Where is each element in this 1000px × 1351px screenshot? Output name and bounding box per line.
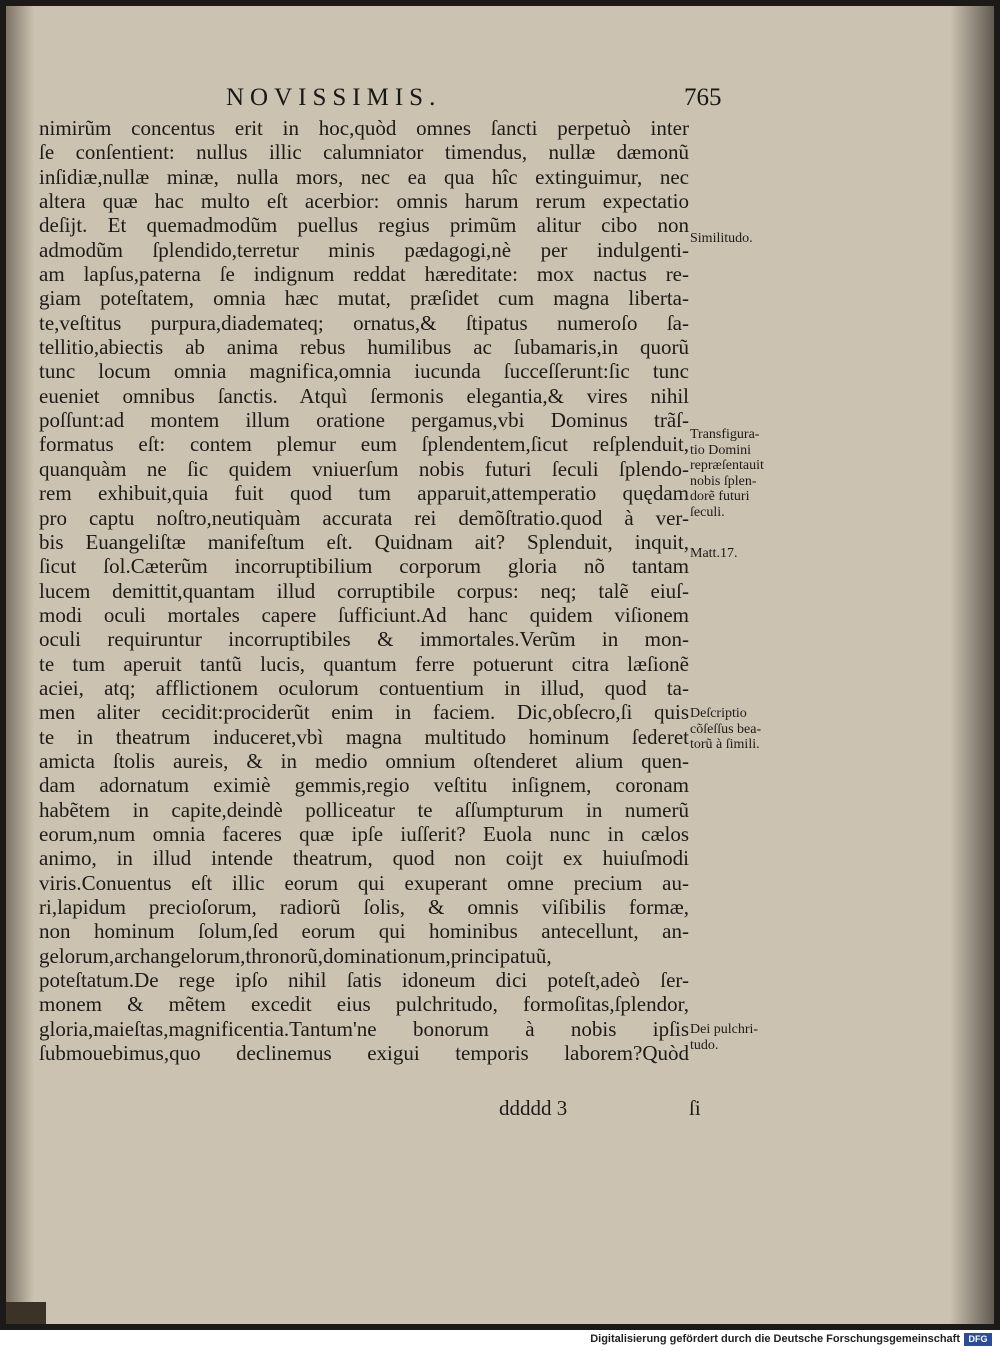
book-page: [6, 6, 994, 1324]
text-line: te tum aperuit tantũ lucis, quantum ferre potuerunt citra læſionẽ: [39, 651, 689, 676]
text-line: gelorum,archangelorum,thronorũ,dominationum,principatuũ,: [39, 943, 552, 968]
catchword: ſi: [689, 1096, 701, 1120]
funding-credit: Digitalisierung gefördert durch die Deutsche Forschungsgemeinschaft: [590, 1333, 960, 1345]
text-line: tunc locum omnia magnifica,omnia iucunda ſucceſſerunt:ſic tunc: [39, 359, 689, 384]
viewer-footer: [0, 1330, 1000, 1351]
text-line: bis Euangeliſtæ manifeſtum eſt. Quidnam ait? Splenduit, inquit,: [39, 529, 689, 554]
text-line: formatus eſt: contem plemur eum ſplendentem,ſicut reſplenduit,: [39, 432, 689, 457]
signature-mark: ddddd 3: [499, 1096, 568, 1120]
marginal-note-transfiguratio: [690, 427, 764, 520]
text-line: poſſunt:ad montem illum oratione pergamus,vbi Dominus trãſ-: [39, 408, 689, 433]
text-line: dam adornatum eximiè gemmis,regio veſtitu inſignem, coronam: [39, 773, 689, 798]
text-line: giam poteſtatem, omnia hæc mutat, præſidet cum magna liberta-: [39, 286, 689, 311]
marginal-note-line: Dei pulchri-: [690, 1022, 759, 1037]
marginal-note-similitudo: [690, 231, 753, 247]
binding-edge: [6, 1302, 46, 1324]
text-line: aciei, atq; afflictionem oculorum contuentium in illud, quod ta-: [39, 675, 689, 700]
marginal-note-line: tudo.: [690, 1037, 719, 1053]
text-line: deſijt. Et quemadmodũm puellus regius primũm alitur cibo non: [39, 213, 689, 238]
page-shadow-left: [6, 6, 34, 1324]
text-line: altera quæ hac multo eſt acerbior: omnis harum rerum expectatio: [39, 189, 689, 214]
text-line: modi oculi mortales capere ſufficiunt.Ad hanc quidem viſionem: [39, 602, 689, 627]
text-line: animo, in illud intende theatrum, quod non coijt ex huiuſmodi: [39, 846, 689, 871]
text-line: pro captu noſtro,neutiquàm accurata rei demõſtratio.quod à ver-: [39, 505, 689, 530]
marginal-note-line: dorẽ futuri: [690, 489, 750, 504]
text-line: am lapſus,paterna ſe indignum reddat hæreditate: mox nactus re-: [39, 262, 689, 287]
text-line: eorum,num omnia faceres quæ ipſe iuſſerit? Euola nunc in cælos: [39, 821, 689, 846]
text-line: oculi requiruntur incorruptibiles & immortales.Verũm in mon-: [39, 627, 689, 652]
marginal-note-line: Transfigura-: [690, 427, 760, 442]
text-line: ſubmouebimus,quo declinemus exigui temporis laborem?Quòd: [39, 1041, 689, 1066]
marginal-note-line: Deſcriptio: [690, 706, 747, 721]
text-line: monem & mẽtem excedit eius pulchritudo, formoſitas,ſplendor,: [39, 992, 689, 1017]
marginal-note-line: ſeculi.: [690, 504, 725, 520]
text-line: eueniet omnibus ſanctis. Atquì ſermonis elegantia,& vires nihil: [39, 383, 689, 408]
text-line: lucem demittit,quantam illud corruptibile corpus: neq; talẽ eiuſ-: [39, 578, 689, 603]
page-shadow-right: [950, 6, 994, 1324]
text-line: habẽtem in capite,deindè polliceatur te aſſumpturum in numerũ: [39, 797, 689, 822]
text-line: non hominum ſolum,ſed eorum qui hominibus antecellunt, an-: [39, 919, 689, 944]
text-line: te,veſtitus purpura,diademateq; ornatus,& ſtipatus numeroſo ſa-: [39, 310, 689, 335]
text-line: nimirũm concentus erit in hoc,quòd omnes ſancti perpetuò inter: [39, 116, 689, 140]
text-line: amicta ſtolis aureis, & in medio omnium oſtenderet alium quen-: [39, 748, 689, 773]
text-line: viris.Conuentus eſt illic eorum qui exuperant omne precium au-: [39, 870, 689, 895]
text-line: te in theatrum induceret,vbì magna multitudo hominum ſederet: [39, 724, 689, 749]
text-line: quanquàm ne ſic quidem vniuerſum nobis futuri ſeculi ſplendo-: [39, 456, 689, 481]
text-line: ſicut ſol.Cæterũm incorruptibilium corporum gloria nõ tantam: [39, 554, 689, 579]
marginal-note-line: Similitudo.: [690, 231, 753, 246]
text-line: admodũm ſplendido,terretur minis pædagogi,nè per indulgenti-: [39, 237, 689, 262]
marginal-note-descriptio: [690, 706, 761, 753]
dfg-logo: DFG: [964, 1333, 992, 1346]
running-head: NOVISSIMIS.: [226, 84, 442, 111]
marginal-note-line: Matt.17.: [690, 546, 738, 561]
marginal-note-dei: [690, 1022, 758, 1053]
marginal-note-line: tio Domini: [690, 442, 752, 458]
text-line: ſe conſentient: nullus illic calumniator timendus, nullæ dæmonũ: [39, 140, 689, 165]
text-line: gloria,maieſtas,magnificentia.Tantum'ne bonorum à nobis ipſis: [39, 1016, 689, 1041]
text-line: poteſtatum.De rege ipſo nihil ſatis idoneum dici poteſt,adeò ſer-: [39, 968, 689, 993]
page-number: 765: [684, 84, 722, 111]
marginal-note-matt: [690, 546, 737, 562]
marginal-note-line: nobis ſplen-: [690, 473, 757, 489]
marginal-note-line: torũ à ſimili.: [690, 737, 760, 752]
text-line: tellitio,abiectis ab anima rebus humilibus ac ſubamaris,in quorũ: [39, 335, 689, 360]
marginal-note-line: repræſentauit: [690, 458, 764, 473]
body-text: [39, 116, 689, 1065]
marginal-note-line: cõſeſſus bea-: [690, 721, 762, 737]
text-line: ri,lapidum precioſorum, radiorũ ſolis, & omnis viſibilis formæ,: [39, 895, 689, 919]
text-line: inſidiæ,nullæ minæ, nulla mors, nec ea qua hîc extinguimur, nec: [39, 164, 689, 189]
text-line: men aliter cecidit:prociderũt enim in faciem. Dic,obſecro,ſi quis: [39, 700, 689, 725]
text-line: rem exhibuit,quia fuit quod tum apparuit,attemperatio quędam: [39, 481, 689, 506]
